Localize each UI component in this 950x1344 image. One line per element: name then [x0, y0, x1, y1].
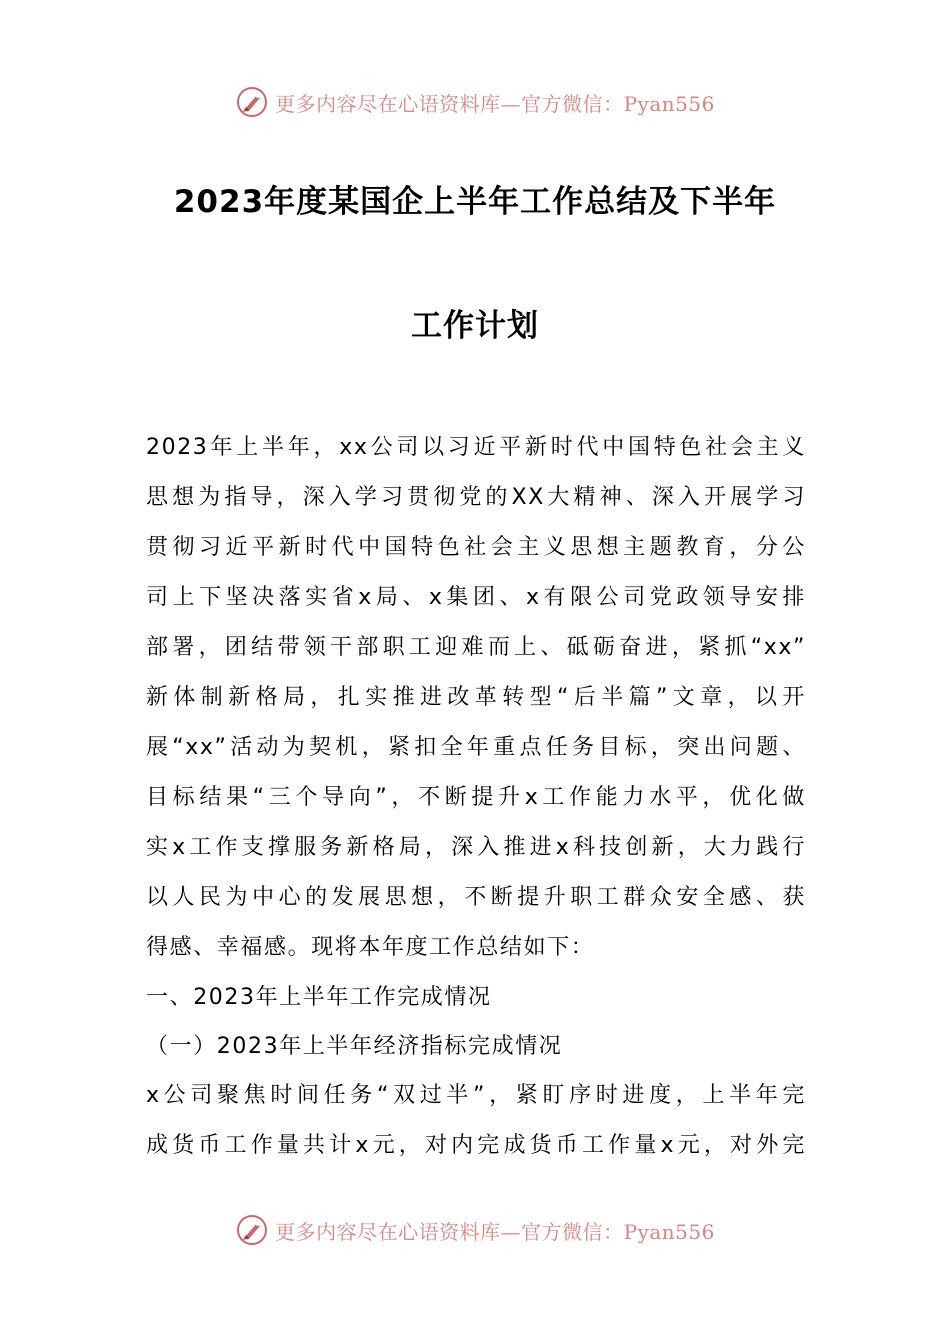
paragraph-line: 实x工作支撑服务新格局，深入推进x科技创新，大力践行 [146, 835, 806, 860]
section-heading-text: 一、2023年上半年工作完成情况 [146, 985, 492, 1010]
paragraph-line: 部署，团结带领干部职工迎难而上、砥砺奋进，紧抓“xx” [146, 635, 806, 660]
paragraph-line: 2023年上半年，xx公司以习近平新时代中国特色社会主义 [146, 435, 806, 460]
paragraph-line: x公司聚焦时间任务“双过半”，紧盯序时进度，上半年完 [146, 1083, 806, 1108]
paragraph-line: 成货币工作量共计x元，对内完成货币工作量x元，对外完 [146, 1133, 806, 1158]
document-title-line-2: 工作计划 [411, 308, 539, 344]
economic-indicators-paragraph [146, 1071, 806, 1171]
subsection-heading-text: （一）2023年上半年经济指标完成情况 [146, 1034, 563, 1059]
intro-paragraph [146, 423, 806, 973]
paragraph-line: 司上下坚决落实省x局、x集团、x有限公司党政领导安排 [146, 585, 806, 610]
pen-nib-logo-icon [235, 85, 269, 119]
section-heading [146, 973, 806, 1023]
subsection-heading [146, 1022, 806, 1072]
watermark-text: 更多内容尽在心语资料库—官方微信：Pyan556 [275, 1219, 715, 1244]
footer-watermark [0, 1210, 950, 1250]
paragraph-line: 贯彻习近平新时代中国特色社会主义思想主题教育，分公 [146, 535, 806, 560]
document-title-line-1: 2023年度某国企上半年工作总结及下半年 [173, 184, 777, 220]
paragraph-line: 以人民为中心的发展思想，不断提升职工群众安全感、获 [146, 885, 806, 910]
paragraph-line: 新体制新格局，扎实推进改革转型“后半篇”文章，以开 [146, 685, 806, 710]
paragraph-line: 得感、幸福感。现将本年度工作总结如下： [146, 935, 595, 960]
watermark-text: 更多内容尽在心语资料库—官方微信：Pyan556 [275, 91, 715, 116]
paragraph-line: 思想为指导，深入学习贯彻党的XX大精神、深入开展学习 [146, 485, 806, 510]
paragraph-line: 展“xx”活动为契机，紧扣全年重点任务目标，突出问题、 [146, 735, 806, 760]
paragraph-line: 目标结果“三个导向”，不断提升x工作能力水平，优化做 [146, 785, 806, 810]
header-watermark [0, 82, 950, 122]
pen-nib-logo-icon [235, 1213, 269, 1247]
